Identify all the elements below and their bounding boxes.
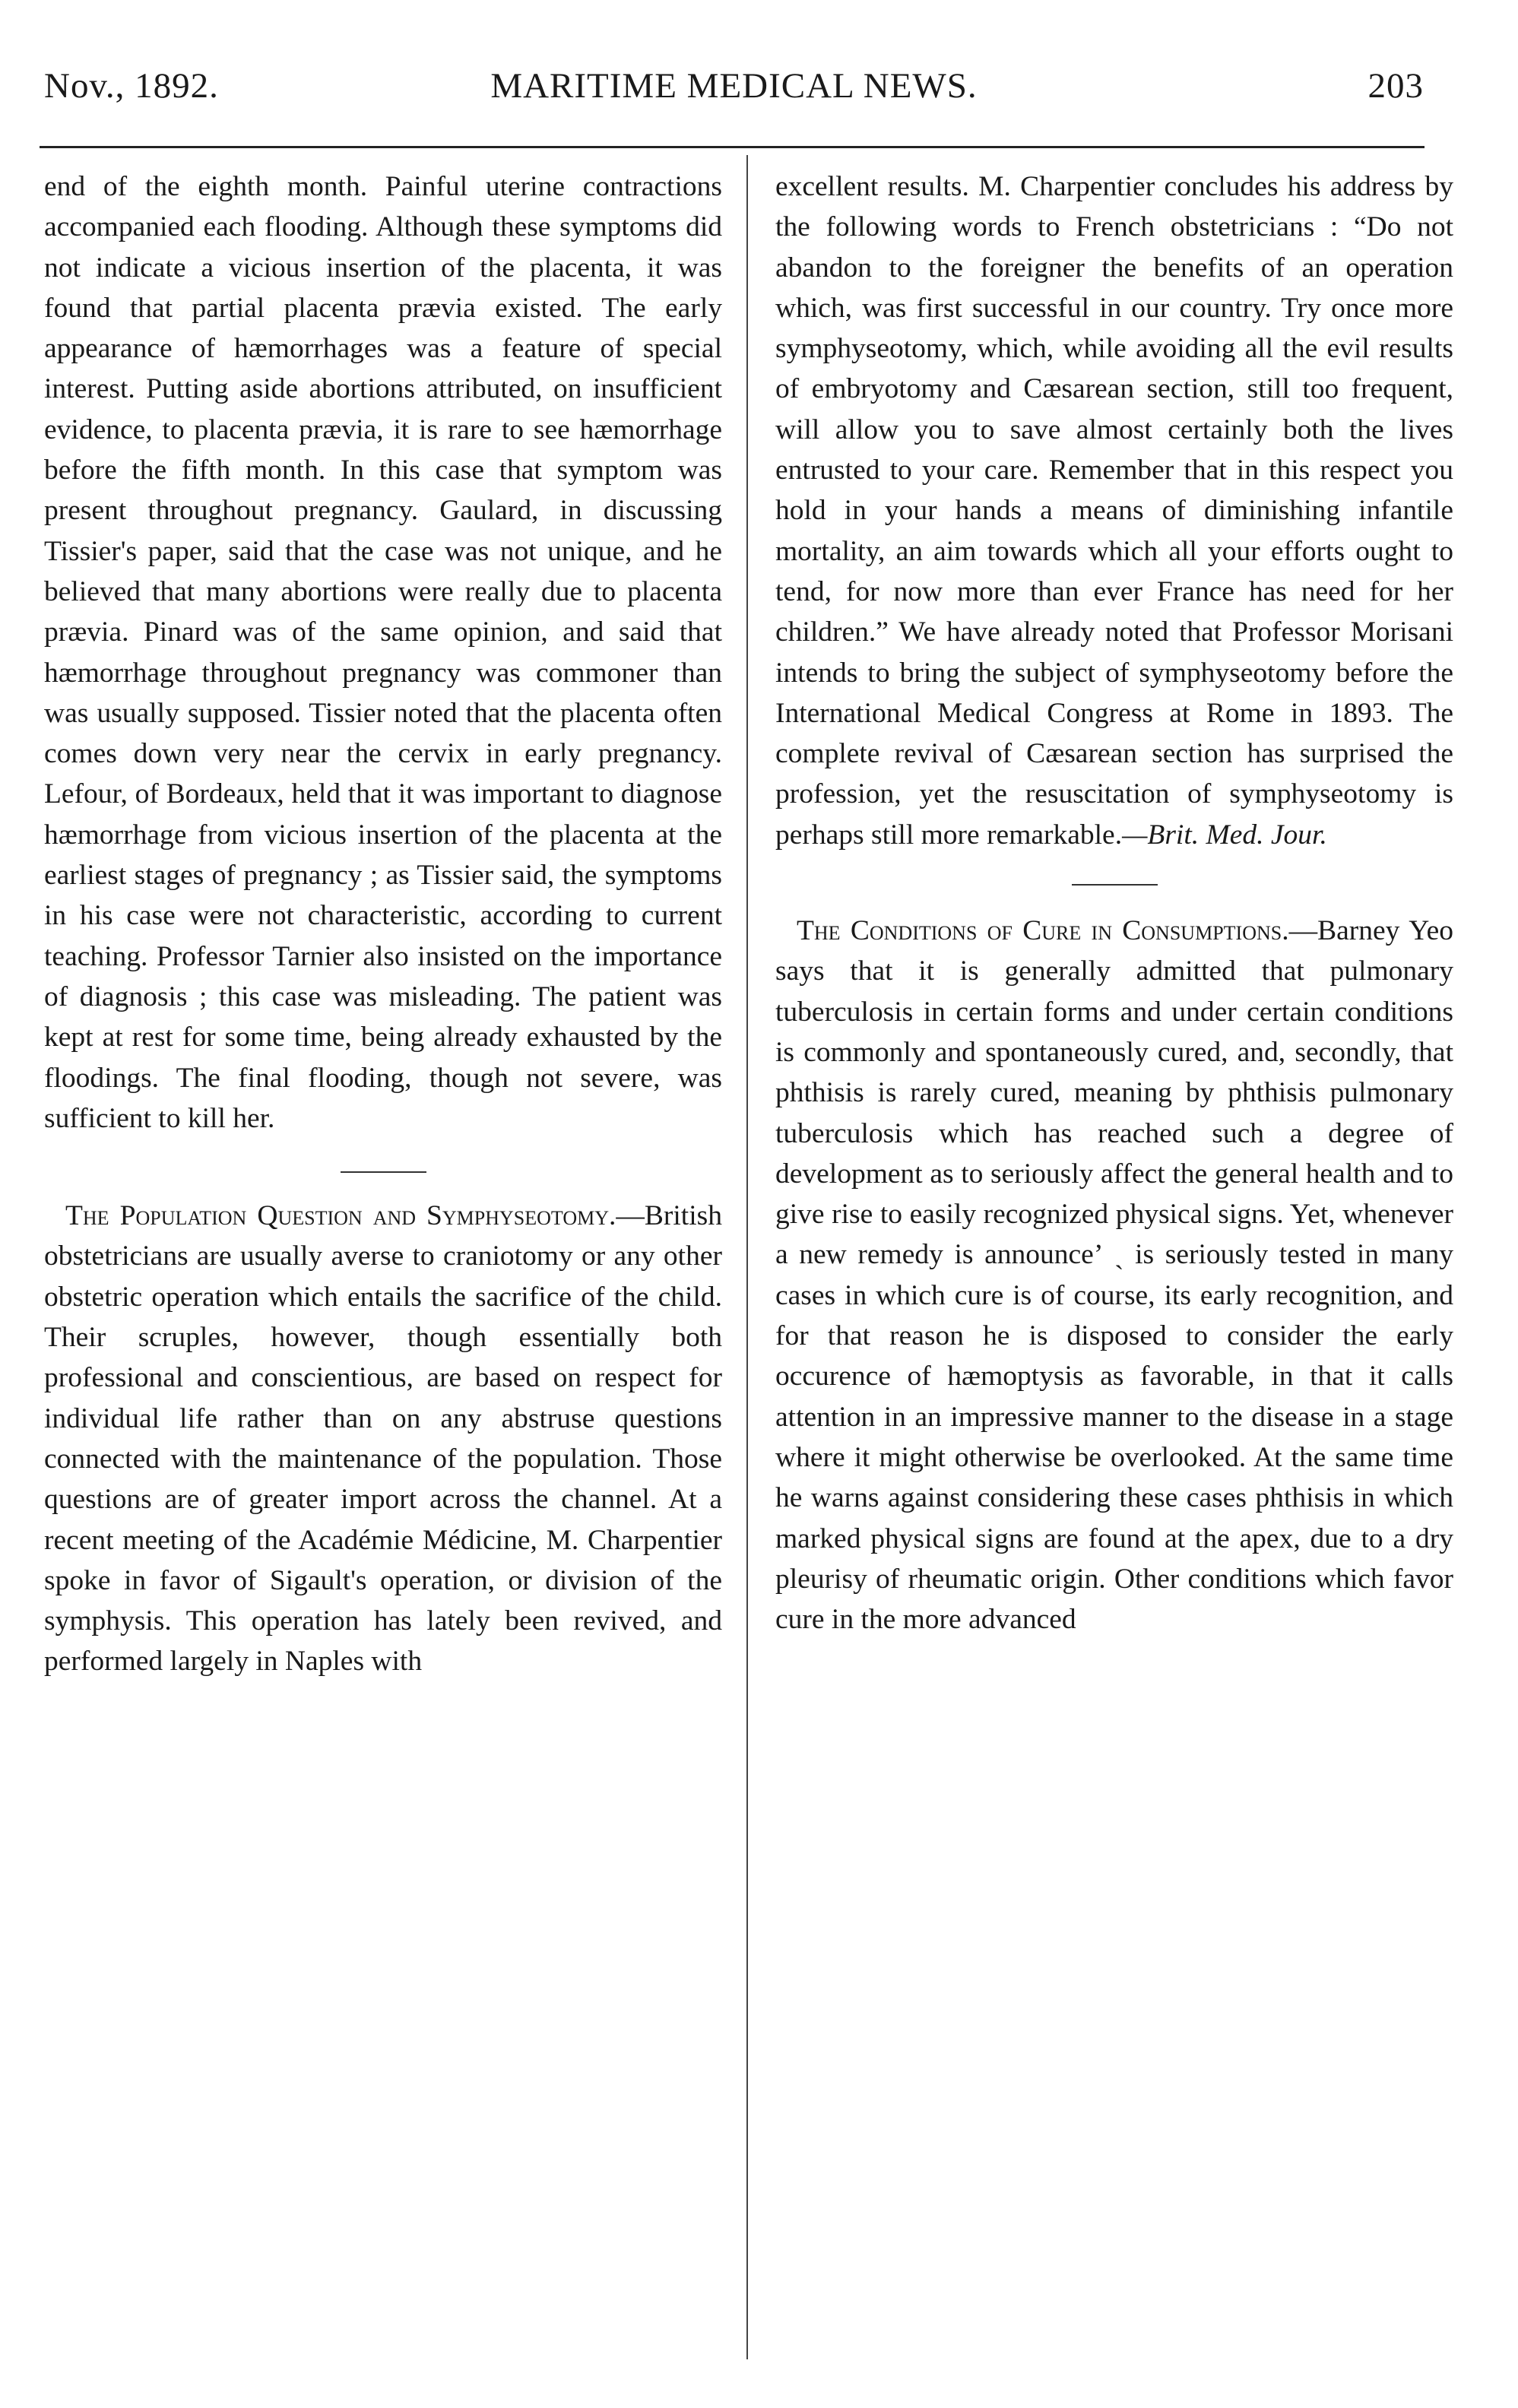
issue-date: Nov., 1892. <box>44 66 219 106</box>
symphyseotomy-continuation-paragraph <box>775 166 1453 855</box>
left-column <box>44 166 722 1682</box>
paragraph-text: excellent results. M. Charpentier concludes his address by the following words to French obstetricians : “Do not abandon to the foreigner the benefits of an operation which, was first successful in our country. Try once more symphyseotomy, which, while avoiding all the evil results of embryotomy and Cæsarean section, still too frequent, will allow you to save almost certainly both the lives entrusted to your care. Remember that in this respect you hold in your hands a means of diminishing infantile mortality, an aim towards which all your efforts ought to tend, for now more than ever France has need for her children.” We have already noted that Professor Morisani intends to bring the subject of symphyseotomy before the International Medical Congress at Rome in 1893. The complete revival of Cæsarean section has surprised the profession, yet the resuscitation of symphyseotomy is perhaps still more remarkable. <box>775 171 1453 851</box>
section-separator <box>1072 884 1158 886</box>
running-header <box>44 65 1424 119</box>
section-heading: The Population Question and Symphyseotomy. <box>65 1200 616 1232</box>
right-column <box>775 166 1453 1640</box>
section-heading: The Conditions of Cure in Consumptions. <box>797 915 1289 947</box>
population-question-section <box>44 1196 722 1682</box>
section-body: —Barney Yeo says that it is generally admitted that pulmonary tuberculosis in certain forms and under certain conditions is commonly and spontaneously cured, and, secondly, that phthisis is rarely cured, meaning by phthisis pulmonary tuberculosis which has reached such a degree of development as to seriously affect the general health and to give rise to easily recognized physical signs. Yet, whenever a new remedy is announceʼ ˎ is seriously tested in many cases in which cure is of course, its early recognition, and for that reason he is disposed to consider the early occurence of hæmoptysis as favorable, in that it calls attention in an impressive manner to the disease in a stage where it might otherwise be overlooked. At the same time he warns against considering these cases phthisis in which marked physical signs are found at the apex, due to a dry pleurisy of rheumatic origin. Other conditions which favor cure in the more advanced <box>775 915 1454 1636</box>
page-number: 203 <box>1367 66 1424 106</box>
section-body: —British obstetricians are usually averse to craniotomy or any other obstetric operation which entails the sacrifice of the child. Their scruples, however, though essentially both professional and conscientious, are based on respect for individual life rather than on any abstruse questions connected with the maintenance of the population. Those questions are of greater import across the channel. At a recent meeting of the Académie Médicine, M. Charpentier spoke in favor of Sigault's operation, or division of the symphysis. This operation has lately been revived, and performed largely in Naples with <box>44 1200 722 1678</box>
section-separator <box>341 1171 426 1173</box>
header-rule <box>40 146 1425 148</box>
source-citation: —Brit. Med. Jour. <box>1122 819 1327 851</box>
placenta-previa-paragraph: end of the eighth month. Painful uterine contractions accompanied each flooding. Although these symptoms did not indicate a vicious insertion of the placenta, it was found that partial placenta prævia existed. The early appearance of hæmorrhages was a feature of special interest. Putting aside abortions attributed, on insufficient evidence, to placenta prævia, it is rare to see hæmorrhage before the fifth month. In this case that symptom was present throughout pregnancy. Gaulard, in discussing Tissier's paper, said that the case was not unique, and he believed that many abortions were really due to placenta prævia. Pinard was of the same opinion, and said that hæmorrhage throughout pregnancy was commoner than was usually supposed. Tissier noted that the placenta often comes down very near the cervix in early pregnancy. Lefour, of Bordeaux, held that it was important to diagnose hæmorrhage from vicious insertion of the placenta at the earliest stages of pregnancy ; as Tissier said, the symptoms in his case were not characteristic, according to current teaching. Professor Tarnier also insisted on the importance of diagnosis ; this case was misleading. The patient was kept at rest for some time, being already exhausted by the floodings. The final flooding, though not severe, was sufficient to kill her. <box>44 171 722 1134</box>
conditions-of-cure-section <box>775 911 1453 1640</box>
column-divider <box>746 155 748 2359</box>
journal-title: MARITIME MEDICAL NEWS. <box>490 66 978 106</box>
